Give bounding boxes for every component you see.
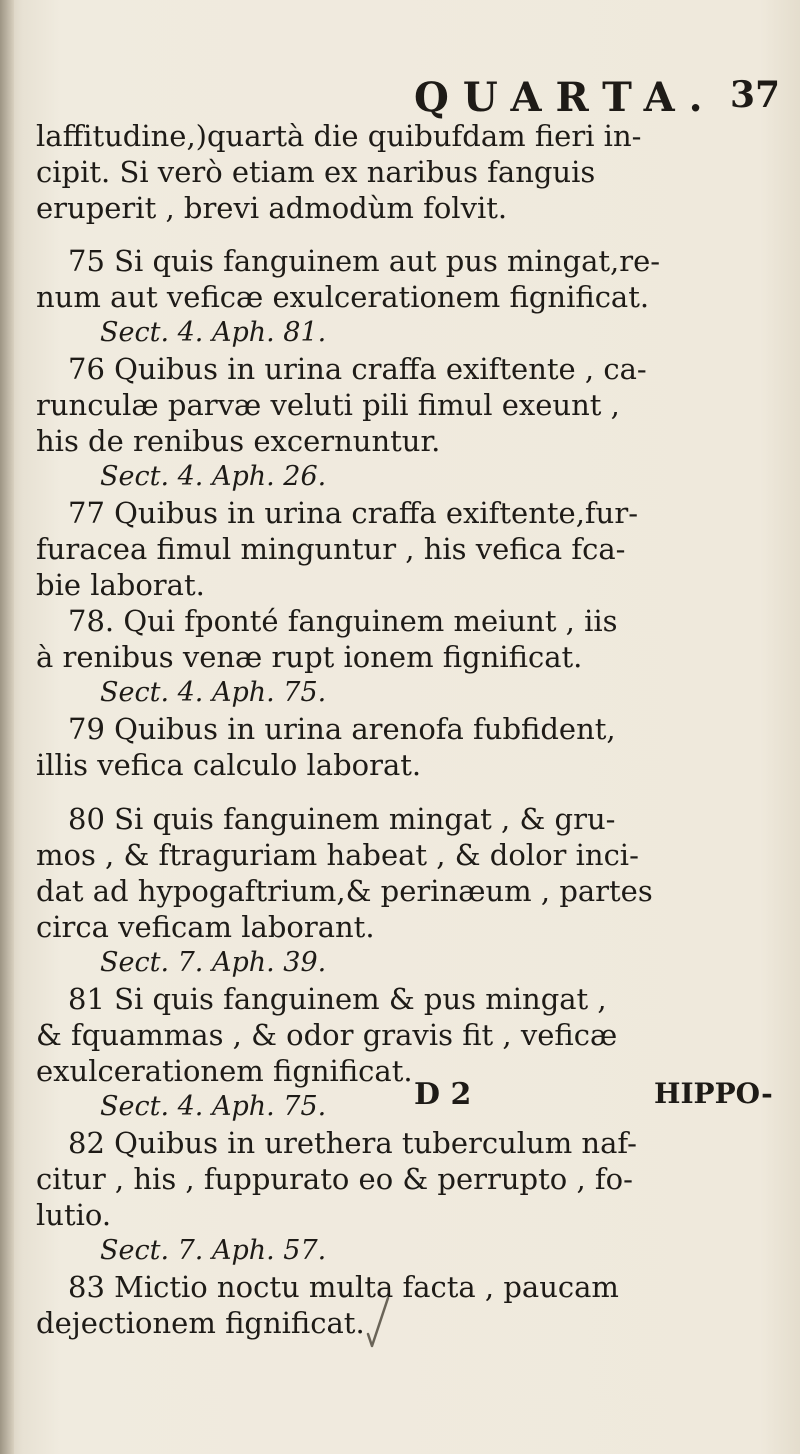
text-line: 78. Qui fponté fanguinem meiunt , iis bbox=[68, 604, 618, 638]
text-line: dejectionem fignificat. bbox=[36, 1306, 365, 1340]
text-line: 75 Si quis fanguinem aut pus mingat,re- bbox=[68, 244, 661, 278]
aphorism-reference: Sect. 4. Aph. 81. bbox=[100, 317, 327, 348]
aphorism-reference: Sect. 4. Aph. 75. bbox=[100, 677, 327, 708]
text-line: bie laborat. bbox=[36, 568, 205, 602]
page-header bbox=[0, 74, 800, 124]
text-line: 76 Quibus in urina craffa exiftente , ca- bbox=[68, 352, 647, 386]
text-line: 80 Si quis fanguinem mingat , & gru- bbox=[68, 802, 616, 836]
signature-mark: D 2 bbox=[414, 1077, 472, 1112]
running-title: QUARTA. bbox=[414, 74, 717, 121]
text-line: lutio. bbox=[36, 1198, 112, 1232]
catchword: HIPPO- bbox=[654, 1077, 773, 1110]
text-line: à renibus venæ rupt ionem fignificat. bbox=[36, 640, 583, 674]
text-line: 79 Quibus in urina arenofa fubfident, bbox=[68, 712, 616, 746]
text-line: cipit. Si verò etiam ex naribus fanguis bbox=[36, 155, 596, 189]
text-line: citur , his , fuppurato eo & perrupto , fo- bbox=[36, 1162, 633, 1196]
text-line: 83 Mictio noctu multa facta , paucam bbox=[68, 1270, 619, 1304]
text-line: exulcerationem fignificat. bbox=[36, 1054, 413, 1088]
text-line: 81 Si quis fanguinem & pus mingat , bbox=[68, 982, 607, 1016]
text-line: runculæ parvæ veluti pili fimul exeunt , bbox=[36, 388, 620, 422]
text-line: eruperit , brevi admodùm folvit. bbox=[36, 191, 508, 225]
aphorism-reference: Sect. 7. Aph. 57. bbox=[100, 1235, 327, 1266]
text-line: illis vefica calculo laborat. bbox=[36, 748, 422, 782]
text-line: 77 Quibus in urina craffa exiftente,fur- bbox=[68, 496, 638, 530]
text-line: circa veficam laborant. bbox=[36, 910, 375, 944]
text-line: laffitudine,)quartà die quibufdam fieri in- bbox=[36, 119, 642, 153]
text-line: dat ad hypogaftrium,& perinæum , partes bbox=[36, 874, 653, 908]
aphorism-reference: Sect. 4. Aph. 75. bbox=[100, 1091, 327, 1122]
text-line: 82 Quibus in urethera tuberculum naf- bbox=[68, 1126, 637, 1160]
text-line: & fquammas , & odor gravis fit , veficæ bbox=[36, 1018, 618, 1052]
text-line: mos , & ftraguriam habeat , & dolor inci- bbox=[36, 838, 639, 872]
page-gutter bbox=[0, 0, 14, 1454]
pen-mark-icon bbox=[358, 1294, 398, 1350]
text-line: num aut veficæ exulcerationem fignificat. bbox=[36, 280, 650, 314]
page-footer bbox=[0, 1077, 800, 1117]
aphorism-reference: Sect. 4. Aph. 26. bbox=[100, 461, 327, 492]
aphorism-reference: Sect. 7. Aph. 39. bbox=[100, 947, 327, 978]
text-line: his de renibus excernuntur. bbox=[36, 424, 441, 458]
page-number: 37 bbox=[730, 74, 781, 116]
text-line: furacea fimul minguntur , his vefica fca- bbox=[36, 532, 626, 566]
